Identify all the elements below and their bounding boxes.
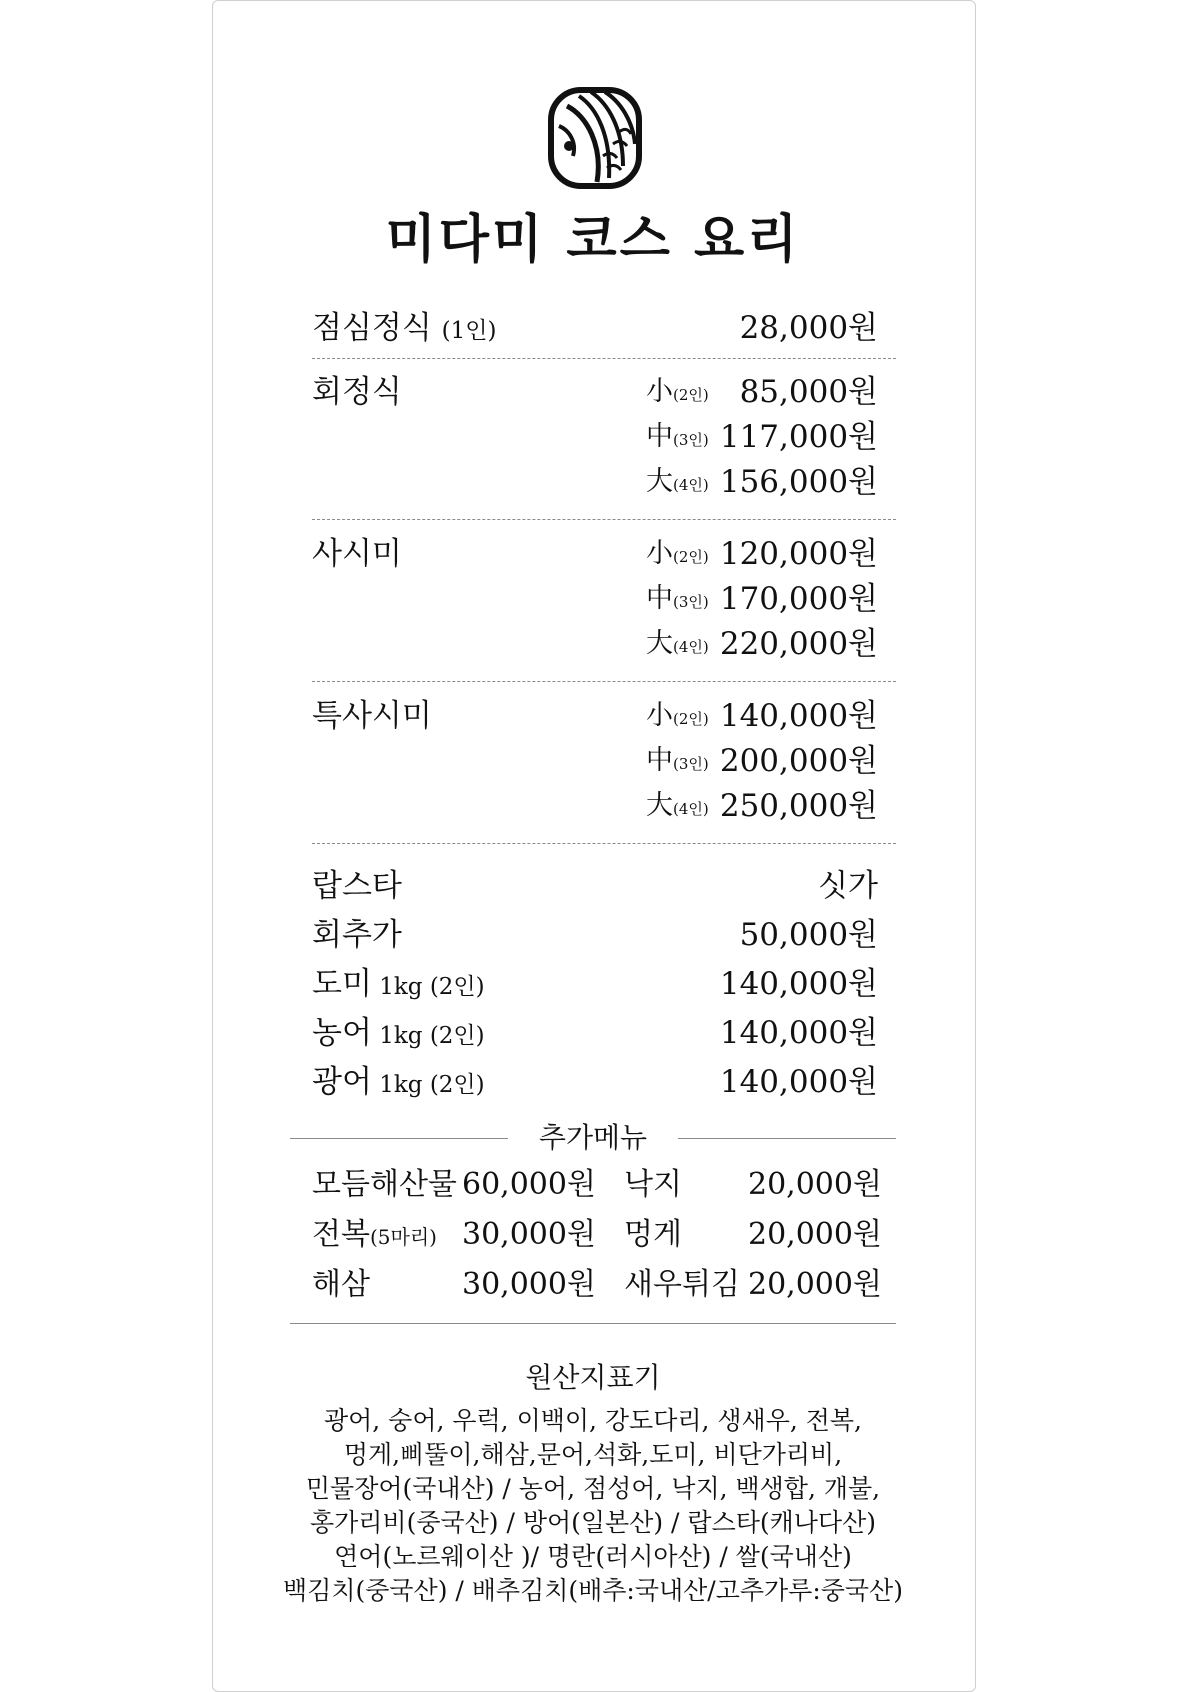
- size-label: 小(2인): [646, 376, 709, 407]
- item-sub: 1kg (2인): [371, 1072, 485, 1098]
- size-label: 中(3인): [646, 583, 709, 614]
- item-sub: 1kg (2인): [371, 1023, 485, 1049]
- origin-title: 원산지표기: [525, 1361, 661, 1394]
- tier-price: 200,000원: [719, 743, 878, 779]
- menu-row-single: [312, 962, 878, 1006]
- item-sub: (1인): [441, 318, 497, 344]
- origin-line: 민물장어(국내산) / 농어, 점성어, 낙지, 백생합, 개불,: [305, 1474, 881, 1503]
- item-name: 랍스타: [312, 868, 402, 904]
- tier-price: 85,000원: [739, 374, 878, 410]
- tier-price: 250,000원: [719, 788, 878, 824]
- tier-price: 220,000원: [719, 626, 878, 662]
- tier-price: 117,000원: [719, 419, 878, 455]
- item-name: 광어: [312, 1064, 372, 1100]
- item-price: 140,000원: [719, 1015, 878, 1051]
- menu-row-single: [312, 1060, 878, 1104]
- origin-line: 연어(노르웨이산 )/ 명란(러시아산) / 쌀(국내산): [334, 1542, 852, 1571]
- divider: [312, 519, 896, 520]
- tier-price: 140,000원: [719, 698, 878, 734]
- extra-item-price: 60,000원: [462, 1167, 596, 1202]
- origin-line: 광어, 숭어, 우럭, 이백이, 강도다리, 생새우, 전복,: [323, 1406, 862, 1435]
- extra-item-price: 20,000원: [748, 1267, 882, 1302]
- origin-line: 홍가리비(중국산) / 방어(일본산) / 랍스타(캐나다산): [309, 1508, 876, 1537]
- extra-item-price: 20,000원: [748, 1167, 882, 1202]
- size-label: 中(3인): [646, 421, 709, 452]
- item-price: 140,000원: [719, 966, 878, 1002]
- menu-row-single: [312, 1011, 878, 1055]
- extra-item-price: 20,000원: [748, 1217, 882, 1252]
- menu-row-single: [312, 913, 878, 957]
- item-price: 140,000원: [719, 1064, 878, 1100]
- extra-item-name: 해삼: [312, 1267, 370, 1302]
- item-name: 사시미: [312, 536, 402, 572]
- tier-price: 120,000원: [719, 536, 878, 572]
- item-price: 28,000원: [739, 310, 878, 346]
- item-name: 회정식: [312, 374, 402, 410]
- extra-item-name: 전복(5마리): [312, 1217, 437, 1252]
- page-title: 미다미 코스 요리: [385, 210, 801, 270]
- item-sub: 1kg (2인): [371, 974, 485, 1000]
- origin-text: [212, 1404, 974, 1608]
- divider: [312, 681, 896, 682]
- item-name: 회추가: [312, 917, 402, 953]
- divider: [290, 1323, 896, 1324]
- extras-heading: [290, 1118, 896, 1158]
- extra-item-price: 30,000원: [462, 1217, 596, 1252]
- extra-item-name: 낙지: [624, 1167, 682, 1202]
- size-label: 小(2인): [646, 700, 709, 731]
- extras-heading-text: 추가메뉴: [538, 1121, 648, 1154]
- fish-logo-icon: [547, 86, 643, 190]
- extra-item-name: 새우튀김: [624, 1267, 740, 1302]
- tier-price: 156,000원: [719, 464, 878, 500]
- extra-item-name: 멍게: [624, 1217, 682, 1252]
- extra-item-price: 30,000원: [462, 1267, 596, 1302]
- item-name: 도미: [312, 966, 372, 1002]
- divider: [312, 358, 896, 359]
- size-label: 中(3인): [646, 745, 709, 776]
- item-name: 점심정식: [312, 310, 432, 346]
- origin-line: 멍게,삐뚤이,해삼,문어,석화,도미, 비단가리비,: [343, 1440, 843, 1469]
- tier-price: 170,000원: [719, 581, 878, 617]
- origin-line: 백김치(중국산) / 배추김치(배추:국내산/고추가루:중국산): [283, 1576, 903, 1605]
- divider: [312, 843, 896, 844]
- size-label: 大(4인): [646, 466, 709, 497]
- size-label: 大(4인): [646, 628, 709, 659]
- item-name: 농어: [312, 1015, 372, 1051]
- item-price: 50,000원: [739, 917, 878, 953]
- menu-row-lunch: [312, 306, 878, 350]
- size-label: 小(2인): [646, 538, 709, 569]
- divider: [678, 1138, 896, 1139]
- extra-item-name: 모듬해산물: [312, 1167, 457, 1202]
- item-name: 특사시미: [312, 698, 432, 734]
- item-price: 싯가: [818, 868, 878, 904]
- menu-row-single: [312, 864, 878, 908]
- size-label: 大(4인): [646, 790, 709, 821]
